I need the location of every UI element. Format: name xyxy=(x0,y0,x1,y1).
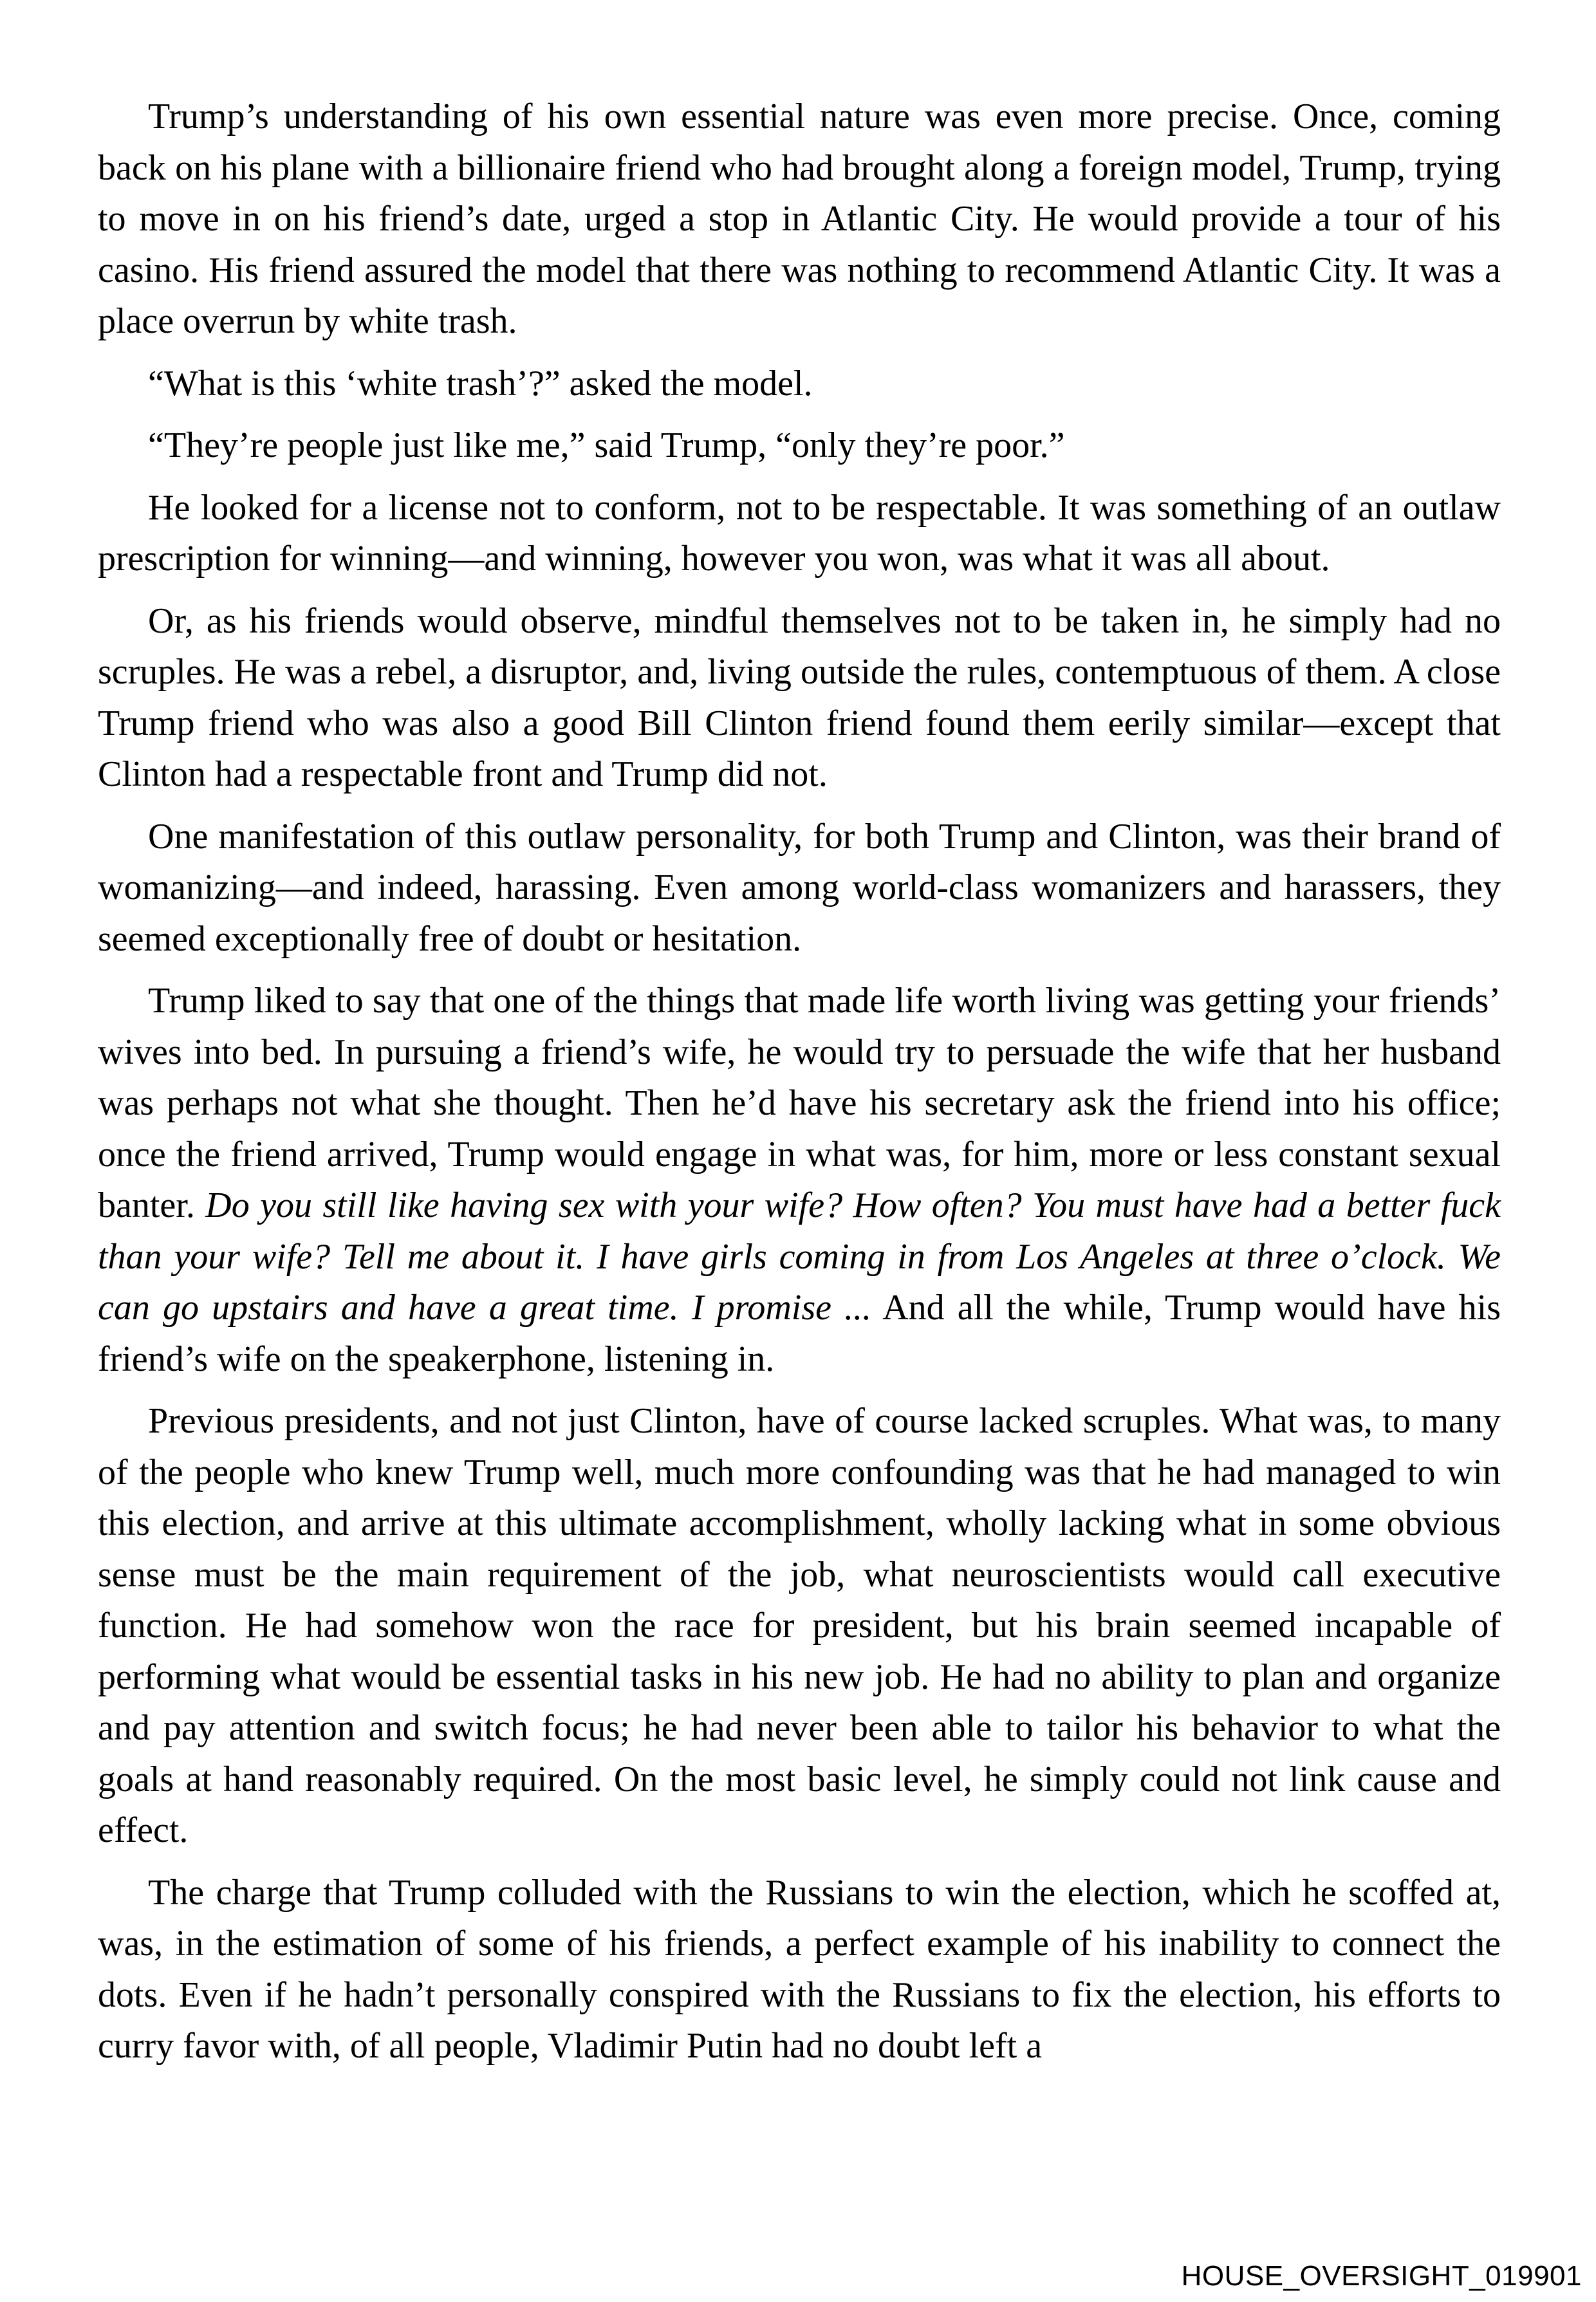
paragraph-text-italic-quote: Do you still like having sex with your wife? How often? You must have had a better fuck than your wife? Tell me about it. I have girls coming in from Los Angeles at three o’clock. We can go upstairs and have a great time. I promise ... xyxy=(98,1185,1501,1328)
bates-number: HOUSE_OVERSIGHT_019901 xyxy=(1181,2260,1582,2292)
paragraph-executive-function: Previous presidents, and not just Clinton, have of course lacked scruples. What was, to many of the people who knew Trump well, much more confounding was that he had managed to win this election, and arrive at this ultimate accomplishment, wholly lacking what in some obvious sense must be the main requirement of the job, what neuroscientists would call executive function. He had somehow won the race for president, but his brain seemed incapable of performing what would be essential tasks in his new job. He had no ability to plan and organize and pay attention and switch focus; he had never been able to tailor his behavior to what the goals at hand reasonably required. On the most basic level, he simply could not link cause and effect. xyxy=(98,1401,1501,1850)
paragraph-outlaw-personality: One manifestation of this outlaw personality, for both Trump and Clinton, was their brand of womanizing—and indeed, harassing. Even among world-class womanizers and harassers, they seemed exceptionally free of doubt or hesitation. xyxy=(98,816,1501,959)
paragraph-trump-reply: “They’re people just like me,” said Trump, “only they’re poor.” xyxy=(148,425,1065,465)
paragraph-friends-wives xyxy=(98,976,1501,1385)
paragraph-essential-nature: Trump’s understanding of his own essential nature was even more precise. Once, coming back on his plane with a billionaire friend who had brought along a foreign model, Trump, trying to move in on his friend’s date, urged a stop in Atlantic City. He would provide a tour of his casino. His friend assured the model that there was nothing to recommend Atlantic City. It was a place overrun by white trash. xyxy=(98,97,1501,341)
paragraph-russian-collusion: The charge that Trump colluded with the Russians to win the election, which he scoffed at, was, in the estimation of some of his friends, a perfect example of his inability to connect the dots. Even if he hadn’t personally conspired with the Russians to fix the election, his efforts to curry favor with, of all people, Vladimir Putin had no doubt left a xyxy=(98,1872,1501,2066)
paragraph-license-not-to-conform: He looked for a license not to conform, not to be respectable. It was something of an outlaw prescription for winning—and winning, however you won, was what it was all about. xyxy=(98,487,1501,579)
paragraph-text-roman: Trump liked to say that one of the things that made life worth living was getting your friends’ wives into bed. In pursuing a friend’s wife, he would try to persuade the wife that her husband was perhaps not what she thought. Then he’d have his secretary ask the friend into his office; once the friend arrived, Trump would engage in what was, for him, more or less constant sexual banter. xyxy=(98,981,1501,1225)
paragraph-no-scruples: Or, as his friends would observe, mindful themselves not to be taken in, he simply had no scruples. He was a rebel, a disruptor, and, living outside the rules, contemptuous of them. A close Trump friend who was also a good Bill Clinton friend found them eerily similar—except that Clinton had a respectable front and Trump did not. xyxy=(98,600,1501,794)
document-page xyxy=(98,91,1501,2072)
paragraph-white-trash-question: “What is this ‘white trash’?” asked the model. xyxy=(148,363,813,404)
paragraph-text-roman: And all the while, Trump would have his friend’s wife on the speakerphone, listening in. xyxy=(98,1288,1501,1379)
